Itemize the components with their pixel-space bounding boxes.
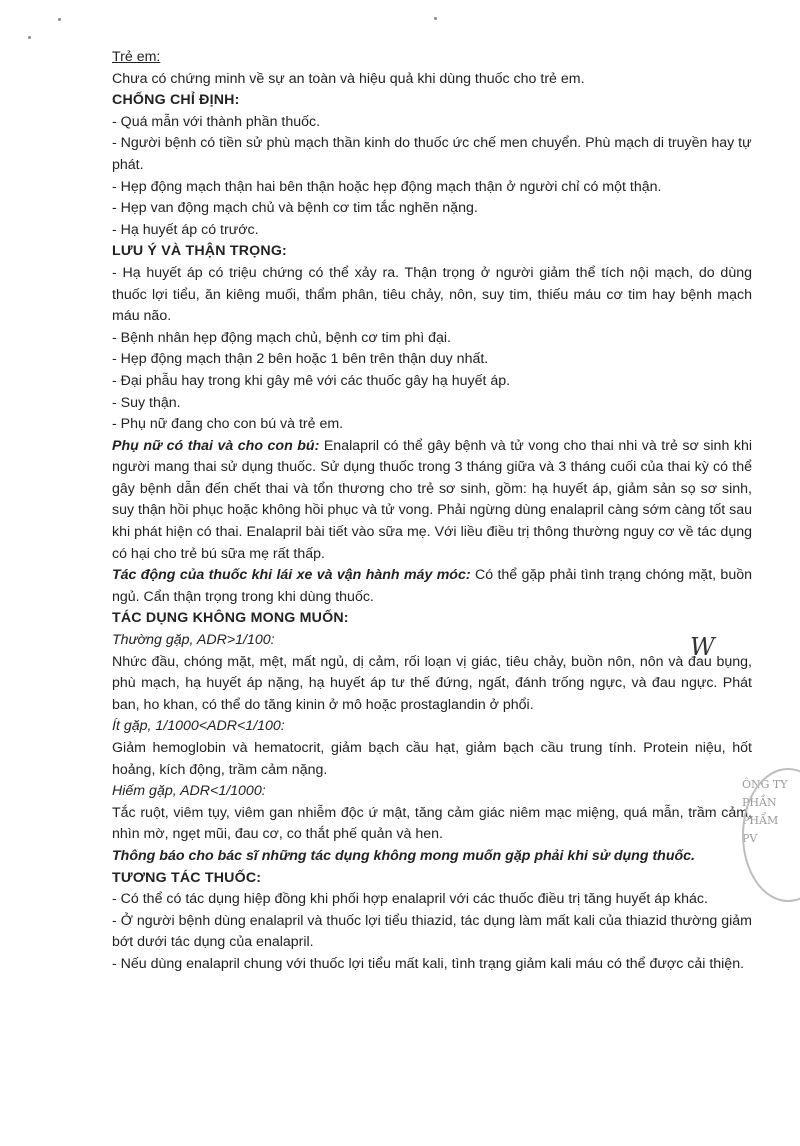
contraindication-item: - Hẹp van động mạch chủ và bệnh cơ tim tắc nghẽn nặng. [112,200,478,217]
contraindication-item: - Quá mẫn với thành phần thuốc. [112,113,321,130]
pregnancy-text: Enalapril có thể gây bệnh và tử vong cho thai nhi và trẻ sơ sinh khi người mang thai sử dụng thuốc. Sử dụng thuốc trong 3 tháng giữa và 3 tháng cuối của thai kỳ có thể gây bệnh dẫn đến chết thai và tổn thương cho trẻ sơ sinh, gồm: hạ huyết áp, giảm sản sọ sơ sinh, suy thận hồi phục hoặc không hồi phục và tử vong. Phải ngừng dùng enalapril càng sớm càng tốt sau khi phát hiện có thai. Enalapril bài tiết vào sữa mẹ. Với liều điều trị thông thường nguy cơ về tác dụng có hại cho trẻ bú sữa mẹ rất thấp. [112,437,752,562]
signature-mark: W [690,633,712,661]
contraindication-item: - Người bệnh có tiền sử phù mạch thần kinh do thuốc ức chế men chuyển. Phù mạch di truyền hay tự phát. [112,135,752,173]
scan-speck [434,17,437,20]
interaction-item: - Có thể có tác dụng hiệp đồng khi phối hợp enalapril với các thuốc điều trị tăng huyết áp khác. [112,891,708,908]
company-stamp [742,776,800,886]
common-label: Thường gặp, ADR>1/100: [112,632,275,649]
children-heading: Trẻ em: [112,49,161,65]
precaution-item: - Đại phẫu hay trong khi gây mê với các thuốc gây hạ huyết áp. [112,372,511,389]
scan-speck [58,18,61,21]
rare-text: Tắc ruột, viêm tụy, viêm gan nhiễm độc ứ mật, tăng cảm giác niêm mạc miệng, quá mẫn, trầm cảm, nhìn mờ, ngẹt mũi, đau cơ, co thắt phế quản và hen. [112,804,752,843]
precaution-item: - Hạ huyết áp có triệu chứng có thể xảy ra. Thận trọng ở người giảm thể tích nội mạch, do dùng thuốc lợi tiểu, ăn kiêng muối, thẩm phân, tiêu chảy, nôn, suy tim, thiếu máu cơ tim hay bệnh mạch máu não. [112,264,752,325]
common-text: Nhức đầu, chóng mặt, mệt, mất ngủ, dị cảm, rối loạn vị giác, tiêu chảy, buồn nôn, nôn và đau bụng, phù mạch, hạ huyết áp nặng, hạ huyết áp tư thế đứng, ngất, đánh trống ngực, và đau ngực. Phát ban, ho khan, có thể do tăng kinin ở mô hoặc prostaglandin ở phổi. [112,653,752,713]
contraindication-item: - Hẹp động mạch thận hai bên thận hoặc hẹp động mạch thận ở người chỉ có một thận. [112,178,662,195]
side-effects-heading: TÁC DỤNG KHÔNG MONG MUỐN: [112,610,349,627]
contraindication-item: - Hạ huyết áp có trước. [112,221,259,238]
interaction-item: - Nếu dùng enalapril chung với thuốc lợi tiểu mất kali, tình trạng giảm kali máu có thể được cải thiện. [112,955,745,972]
precaution-item: - Bệnh nhân hẹp động mạch chủ, bệnh cơ tim phì đại. [112,329,451,346]
scan-speck [28,36,31,39]
driving-text: Có thể gặp phải tình trạng chóng mặt, buồn ngủ. Cẩn thận trọng trong khi dùng thuốc. [112,567,752,605]
interactions-heading: TƯƠNG TÁC THUỐC: [112,869,262,886]
precaution-item: - Hẹp động mạch thận 2 bên hoặc 1 bên trên thận duy nhất. [112,351,489,368]
pregnancy-paragraph [112,436,752,566]
pregnancy-label: Phụ nữ có thai và cho con bú: [112,437,320,454]
contraindications-heading: CHỐNG CHỈ ĐỊNH: [112,92,240,109]
children-text: Chưa có chứng minh về sự an toàn và hiệu quả khi dùng thuốc cho trẻ em. [112,70,585,87]
stamp-line: PHẨM [742,814,779,827]
side-effects-notice: Thông báo cho bác sĩ những tác dụng không mong muốn gặp phải khi sử dụng thuốc. [112,847,695,864]
stamp-line: PHẦN [742,796,777,809]
stamp-line: ÔNG TY [742,778,788,791]
precaution-item: - Suy thận. [112,394,181,411]
interaction-item: - Ở người bệnh dùng enalapril và thuốc lợi tiểu thiazid, tác dụng làm mất kali của thiazid thường giảm bớt dưới tác dụng của enalapril. [112,912,752,951]
rare-label: Hiếm gặp, ADR<1/1000: [112,783,266,800]
driving-label: Tác động của thuốc khi lái xe và vận hành máy móc: [112,567,471,584]
precaution-item: - Phụ nữ đang cho con bú và trẻ em. [112,416,344,433]
precautions-heading: LƯU Ý VÀ THẬN TRỌNG: [112,243,287,260]
stamp-line: PV [742,832,758,845]
driving-paragraph [112,565,752,608]
document-body [112,47,752,976]
uncommon-text: Giảm hemoglobin và hematocrit, giảm bạch cầu hạt, giảm bạch cầu trung tính. Protein niệu, hốt hoảng, kích động, trầm cảm nặng. [112,740,752,778]
uncommon-label: Ít gặp, 1/1000<ADR<1/100: [112,718,285,735]
